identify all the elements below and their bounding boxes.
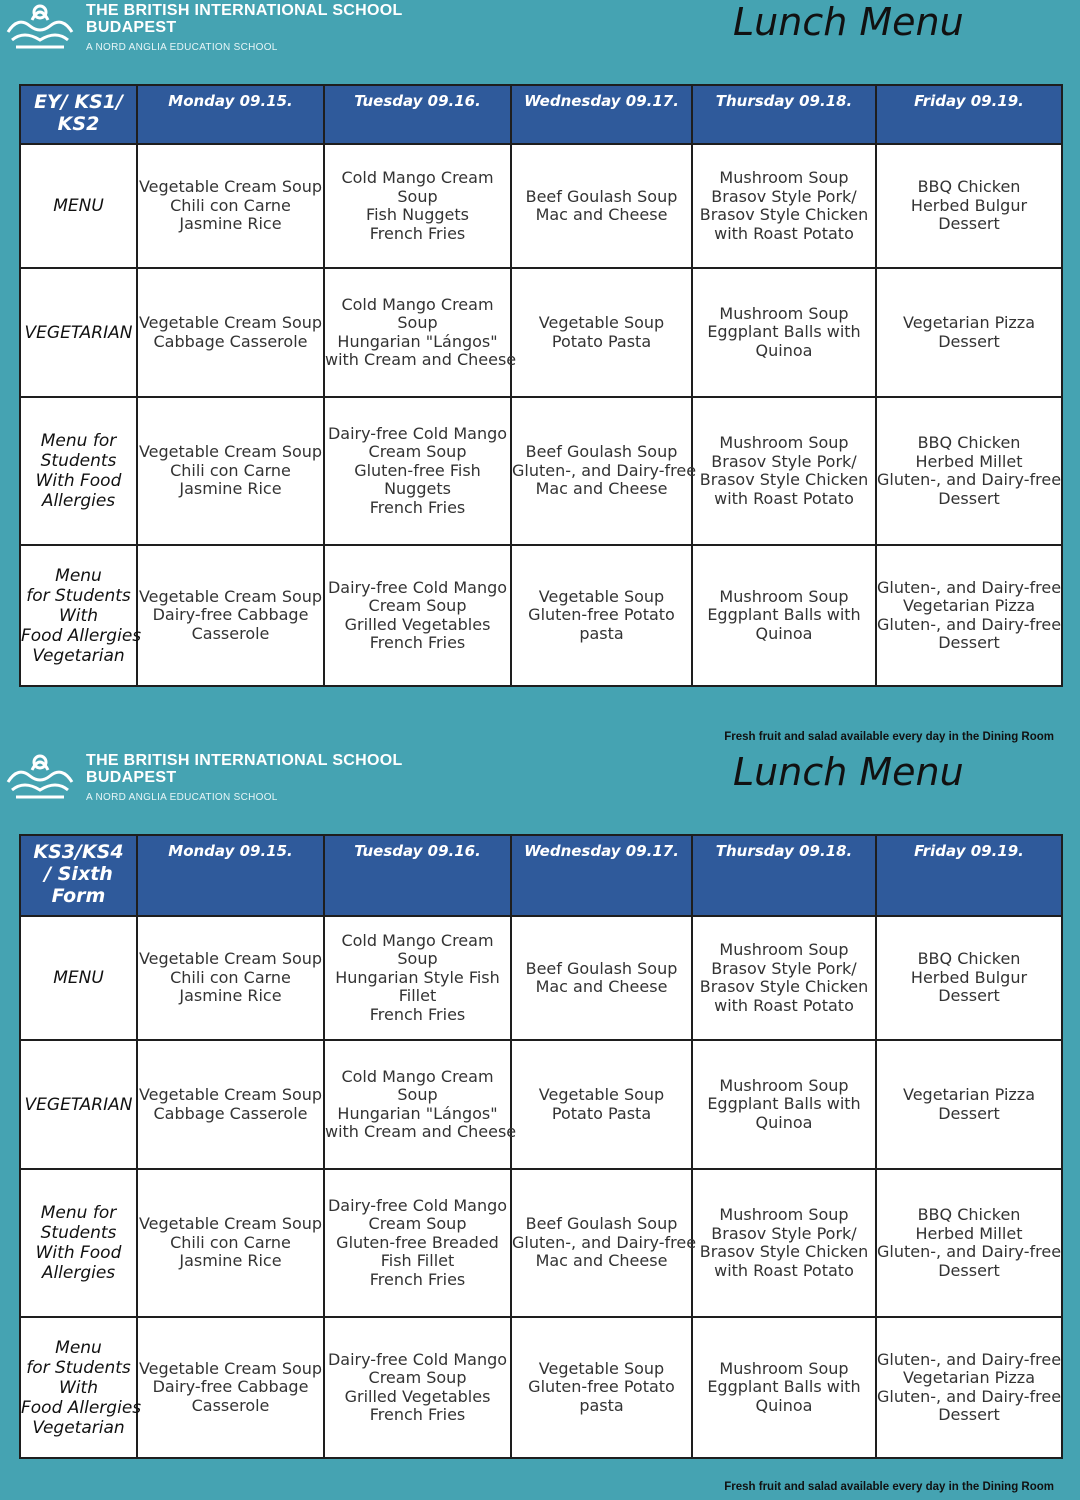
menu-cell: [324, 916, 511, 1040]
dish: French Fries: [369, 633, 466, 652]
dish: Casserole: [191, 1395, 270, 1415]
table-row: [20, 1317, 1062, 1458]
menu-cell: [137, 1317, 324, 1458]
dish: Mushroom Soup: [719, 1358, 849, 1378]
menu-cell: [324, 545, 511, 686]
dish: Herbed Millet: [915, 451, 1023, 471]
group-label-line: KS3/KS4: [33, 841, 124, 863]
dish: Dairy-free Cold Mango: [327, 577, 508, 597]
row-label: [20, 144, 137, 268]
dish: Dairy-free Cold Mango: [327, 1349, 508, 1369]
dish: pasta: [579, 1395, 624, 1415]
dish: Soup: [397, 313, 438, 332]
dish: Potato Pasta: [551, 1103, 652, 1123]
table-row: [20, 144, 1062, 268]
dish: Vegetable Soup: [538, 313, 665, 332]
dish: Beef Goulash Soup: [525, 958, 678, 978]
menu-cell: [511, 397, 697, 545]
day-header: Thursday 09.18.: [692, 835, 876, 916]
menu-cell: [324, 144, 511, 268]
dish: Dessert: [938, 633, 1000, 652]
dish: BBQ Chicken: [917, 433, 1021, 452]
dish: Gluten-, and Dairy-free: [877, 1349, 1062, 1369]
group-label-line: / Sixth: [44, 863, 113, 885]
dish: Chili con Carne: [170, 195, 291, 215]
dish: Gluten-, and Dairy-free: [512, 1232, 697, 1252]
dish: with Roast Potato: [714, 995, 854, 1015]
day-header: Thursday 09.18.: [692, 85, 876, 144]
menu-section-secondary: [0, 750, 1080, 1500]
day-header: Monday 09.15.: [137, 835, 324, 916]
dish: Dessert: [938, 1260, 1000, 1280]
day-header: Wednesday 09.17.: [511, 835, 692, 916]
row-label: [20, 916, 137, 1040]
dish: Mac and Cheese: [535, 1251, 668, 1271]
dish: Eggplant Balls with: [707, 605, 861, 625]
dish: with Roast Potato: [714, 1260, 854, 1280]
menu-cell: [876, 1040, 1062, 1169]
menu-cell: [511, 1317, 692, 1458]
menu-cell: [692, 1040, 876, 1169]
dish: French Fries: [369, 223, 466, 243]
row-label-line: Students: [40, 1223, 117, 1243]
dish: Cream Soup: [368, 596, 467, 615]
menu-cell: [876, 397, 1062, 545]
menu-cell: [137, 545, 324, 686]
dish: Mushroom Soup: [719, 940, 849, 959]
row-label-line: for Students: [26, 1357, 131, 1378]
dish: Vegetable Cream Soup: [138, 313, 323, 332]
dish: Fish Nuggets: [366, 205, 469, 224]
day-header: Friday 09.19.: [876, 85, 1062, 144]
table-row: [20, 1040, 1062, 1169]
dish: Cold Mango Cream: [341, 1066, 494, 1086]
menu-cell: [692, 916, 876, 1040]
dish: Hungarian "Lángos": [337, 331, 498, 351]
dish: Brasov Style Pork/: [711, 451, 857, 471]
group-label-line: Form: [51, 885, 106, 907]
row-label: [20, 397, 137, 545]
row-label-line: VEGETARIAN: [24, 322, 133, 343]
day-header: Tuesday 09.16.: [324, 835, 511, 916]
menu-cell: [692, 268, 876, 397]
row-label: [20, 545, 142, 686]
school-name: THE BRITISH INTERNATIONAL SCHOOL BUDAPEST: [86, 2, 403, 36]
dish: Dessert: [938, 1103, 1000, 1123]
dish: Herbed Millet: [915, 1223, 1023, 1243]
menu-table: [19, 834, 1063, 1459]
dish: Brasov Style Chicken: [699, 977, 869, 996]
dish: Chili con Carne: [170, 967, 291, 987]
table-row: [20, 545, 1062, 686]
dish: Mushroom Soup: [719, 433, 849, 452]
dish: Beef Goulash Soup: [525, 186, 678, 206]
group-label-line: KS2: [57, 113, 100, 135]
dish: Fillet: [398, 986, 437, 1006]
menu-cell: [137, 397, 324, 545]
dish: Gluten-, and Dairy-free: [512, 460, 697, 480]
dish: with Roast Potato: [714, 488, 854, 508]
page-title: Lunch Menu: [733, 0, 964, 44]
dish: Soup: [397, 949, 438, 969]
dish: Vegetable Soup: [538, 586, 665, 606]
dish: Brasov Style Chicken: [699, 1242, 869, 1261]
dish: Chili con Carne: [170, 1232, 291, 1252]
dish: Mushroom Soup: [719, 1075, 849, 1095]
dish: Soup: [397, 1085, 438, 1104]
dish: Gluten-, and Dairy-free: [877, 614, 1062, 634]
menu-cell: [137, 1169, 324, 1317]
row-label-line: for Students: [26, 585, 131, 606]
row-label-line: MENU: [53, 196, 104, 216]
menu-cell: [324, 397, 511, 545]
dish: Gluten-, and Dairy-free: [877, 577, 1062, 597]
row-label-line: Allergies: [41, 491, 116, 511]
dish: BBQ Chicken: [917, 177, 1021, 197]
dish: Vegetarian Pizza: [902, 1085, 1036, 1104]
dish: Vegetable Cream Soup: [138, 1358, 323, 1378]
row-label-line: VEGETARIAN: [24, 1094, 133, 1115]
row-label-line: Vegetarian: [32, 1417, 125, 1438]
dish: Cold Mango Cream: [341, 930, 494, 950]
menu-cell: [876, 1169, 1062, 1317]
dish: Gluten-free Fish: [354, 460, 481, 480]
group-label: [20, 835, 137, 916]
dish: French Fries: [369, 497, 466, 517]
dish: Cabbage Casserole: [153, 331, 308, 351]
dish: Brasov Style Pork/: [711, 186, 857, 206]
menu-cell: [692, 545, 876, 686]
dish: Cold Mango Cream: [341, 294, 494, 314]
menu-cell: [876, 144, 1062, 268]
menu-cell: [137, 916, 324, 1040]
menu-cell: [137, 144, 324, 268]
row-label: [20, 1317, 142, 1458]
row-label-line: MENU: [53, 968, 104, 988]
dish: Cream Soup: [368, 1214, 467, 1234]
menu-cell: [876, 916, 1062, 1040]
dish: Brasov Style Chicken: [699, 470, 869, 489]
dish: Gluten-free Breaded: [336, 1232, 499, 1252]
menu-cell: [876, 268, 1062, 397]
dish: BBQ Chicken: [917, 949, 1021, 969]
menu-cell: [324, 1317, 511, 1458]
dish: Quinoa: [755, 340, 813, 360]
day-header: Wednesday 09.17.: [511, 85, 692, 144]
dish: BBQ Chicken: [917, 1205, 1021, 1224]
menu-cell: [137, 268, 324, 397]
dish: Nuggets: [384, 479, 451, 499]
dish: Jasmine Rice: [179, 214, 282, 234]
row-label-line: Menu: [55, 565, 102, 586]
dish: Gluten-free Potato: [528, 1377, 675, 1397]
row-label-line: Vegetarian: [32, 645, 125, 666]
dish: Cabbage Casserole: [153, 1103, 308, 1123]
dish: Dairy-free Cabbage: [152, 1377, 309, 1397]
school-name: THE BRITISH INTERNATIONAL SCHOOL BUDAPEST: [86, 752, 403, 786]
day-header: Friday 09.19.: [876, 835, 1062, 916]
row-label: [20, 1169, 137, 1317]
dish: Mac and Cheese: [535, 205, 668, 224]
dish: Vegetable Cream Soup: [138, 949, 323, 969]
dish: French Fries: [369, 1004, 466, 1024]
dish: Fish Fillet: [380, 1251, 455, 1271]
dish: Brasov Style Pork/: [711, 958, 857, 978]
menu-cell: [324, 1169, 511, 1317]
page-title: Lunch Menu: [733, 750, 964, 794]
dish: Cold Mango Cream: [341, 168, 494, 187]
dish: Herbed Bulgur: [910, 967, 1028, 987]
dish: Mushroom Soup: [719, 1205, 849, 1224]
row-label-line: With Food: [35, 471, 122, 491]
dish: Mac and Cheese: [535, 479, 668, 499]
dish: Eggplant Balls with: [707, 322, 861, 342]
dish: Jasmine Rice: [179, 986, 282, 1006]
dish: Vegetable Cream Soup: [138, 1085, 323, 1104]
footnote: Fresh fruit and salad available every day in the Dining Room: [724, 731, 1054, 743]
table-row: [20, 397, 1062, 545]
dish: Gluten-, and Dairy-free: [877, 470, 1062, 489]
dish: Potato Pasta: [551, 331, 652, 351]
row-label: [20, 1040, 137, 1169]
table-row: [20, 916, 1062, 1040]
menu-cell: [692, 397, 876, 545]
row-label-line: With Food: [35, 1243, 122, 1263]
dish: Dairy-free Cold Mango: [327, 1195, 508, 1215]
dish: French Fries: [369, 1405, 466, 1424]
dish: Soup: [397, 186, 438, 206]
table-row: [20, 1169, 1062, 1317]
dish: Beef Goulash Soup: [525, 1214, 678, 1234]
dish: Quinoa: [755, 1395, 813, 1415]
menu-cell: [511, 545, 692, 686]
menu-cell: [511, 144, 692, 268]
dish: Vegetable Cream Soup: [138, 177, 323, 197]
dish: Quinoa: [755, 1112, 813, 1132]
row-label-line: Menu: [55, 1337, 102, 1358]
school-name-block: [86, 2, 403, 54]
dish: Mushroom Soup: [719, 586, 849, 606]
dish: Dairy-free Cold Mango: [327, 423, 508, 443]
menu-cell: [692, 1317, 876, 1458]
dish: Hungarian Style Fish: [335, 967, 500, 987]
dish: Dessert: [938, 1405, 1000, 1424]
dish: Dessert: [938, 214, 1000, 234]
menu-cell: [876, 545, 1062, 686]
row-label-line: Students: [40, 451, 117, 471]
dish: Grilled Vegetables: [344, 614, 491, 634]
menu-cell: [511, 1169, 697, 1317]
dish: Beef Goulash Soup: [525, 442, 678, 462]
dish: with Cream and Cheese: [325, 1122, 517, 1141]
dish: Brasov Style Pork/: [711, 1223, 857, 1243]
school-tagline: A NORD ANGLIA EDUCATION SCHOOL: [86, 42, 278, 53]
menu-cell: [137, 1040, 324, 1169]
dish: Dessert: [938, 331, 1000, 351]
day-header: Monday 09.15.: [137, 85, 324, 144]
dish: Vegetable Cream Soup: [138, 1214, 323, 1234]
dish: Dessert: [938, 488, 1000, 508]
menu-cell: [511, 1040, 692, 1169]
dish: Jasmine Rice: [179, 479, 282, 499]
row-label: [20, 268, 137, 397]
dish: Vegetarian Pizza: [902, 313, 1036, 332]
school-crest-icon: [4, 752, 76, 802]
dish: Brasov Style Chicken: [699, 205, 869, 224]
dish: Hungarian "Lángos": [337, 1103, 498, 1123]
row-label-line: With: [59, 1377, 98, 1398]
dish: Vegetable Cream Soup: [138, 586, 323, 606]
dish: Casserole: [191, 623, 270, 643]
dish: with Cream and Cheese: [325, 350, 517, 369]
dish: pasta: [579, 623, 624, 643]
dish: Mushroom Soup: [719, 303, 849, 323]
menu-table: [19, 84, 1063, 687]
group-label-line: EY/ KS1/: [34, 91, 123, 113]
dish: Gluten-free Potato: [528, 605, 675, 625]
dish: Herbed Bulgur: [910, 195, 1028, 215]
dish: Vegetable Cream Soup: [138, 442, 323, 462]
dish: French Fries: [369, 1269, 466, 1289]
dish: Chili con Carne: [170, 460, 291, 480]
dish: Vegetarian Pizza: [902, 596, 1036, 615]
day-header: Tuesday 09.16.: [324, 85, 511, 144]
dish: Eggplant Balls with: [707, 1094, 861, 1114]
dish: Gluten-, and Dairy-free: [877, 1386, 1062, 1406]
dish: Quinoa: [755, 623, 813, 643]
row-label-line: Menu for: [40, 1203, 117, 1223]
school-tagline: A NORD ANGLIA EDUCATION SCHOOL: [86, 792, 278, 803]
dish: Mushroom Soup: [719, 168, 849, 187]
header-row: [20, 85, 1062, 144]
row-label-line: Allergies: [41, 1263, 116, 1283]
menu-cell: [876, 1317, 1062, 1458]
dish: Grilled Vegetables: [344, 1386, 491, 1406]
school-name-block: [86, 752, 403, 804]
row-label-line: Food Allergies: [21, 625, 142, 646]
dish: with Roast Potato: [714, 223, 854, 243]
dish: Mac and Cheese: [535, 977, 668, 996]
table-row: [20, 268, 1062, 397]
dish: Cream Soup: [368, 442, 467, 462]
row-label-line: Menu for: [40, 431, 117, 451]
dish: Vegetable Soup: [538, 1358, 665, 1378]
menu-cell: [692, 144, 876, 268]
menu-cell: [511, 268, 692, 397]
menu-cell: [324, 1040, 517, 1169]
dish: Vegetable Soup: [538, 1085, 665, 1104]
group-label: [20, 85, 137, 144]
header-row: [20, 835, 1062, 916]
dish: Cream Soup: [368, 1368, 467, 1387]
row-label-line: With: [59, 605, 98, 626]
menu-cell: [692, 1169, 876, 1317]
dish: Jasmine Rice: [179, 1251, 282, 1271]
dish: Vegetarian Pizza: [902, 1368, 1036, 1387]
menu-cell: [324, 268, 517, 397]
dish: Eggplant Balls with: [707, 1377, 861, 1397]
dish: Gluten-, and Dairy-free: [877, 1242, 1062, 1261]
school-crest-icon: [4, 2, 76, 52]
dish: Dairy-free Cabbage: [152, 605, 309, 625]
row-label-line: Food Allergies: [21, 1397, 142, 1418]
footnote: Fresh fruit and salad available every day in the Dining Room: [724, 1481, 1054, 1493]
menu-cell: [511, 916, 692, 1040]
dish: Dessert: [938, 986, 1000, 1006]
